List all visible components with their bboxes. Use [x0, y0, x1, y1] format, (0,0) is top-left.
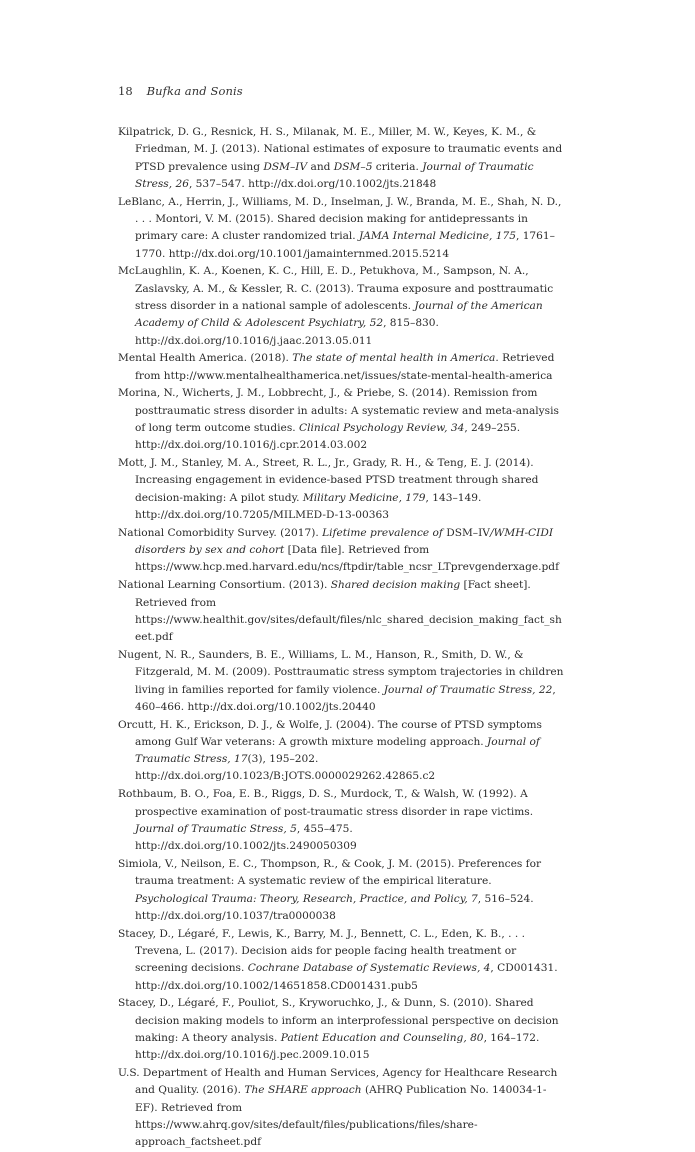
reference-italic-text: Journal of Traumatic Stress, 22: [383, 683, 553, 696]
page-number: 18: [118, 84, 133, 98]
reference-text: , 516–524. http://dx.doi.org/10.1037/tra0000038: [135, 892, 534, 922]
reference-text: Nugent, N. R., Saunders, B. E., Williams, L. M., Hanson, R., Smith, D. W., & Fitzgerald, M. M. (2009). Posttraumatic stress symptom trajectories in children living in families reported for family violence.: [118, 648, 564, 696]
reference-entry: [118, 263, 566, 349]
reference-italic-text: Military Medicine, 179: [302, 491, 426, 504]
reference-text: , 143–149. http://dx.doi.org/10.7205/MILMED-D-13-00363: [135, 491, 482, 522]
reference-text: , CD001431. http://dx.doi.org/10.1002/14651858.CD001431.pub5: [135, 962, 558, 992]
running-title: Bufka and Sonis: [146, 84, 243, 98]
reference-italic-text: JAMA Internal Medicine, 175: [359, 230, 516, 243]
reference-italic-text: Journal of the American Academy of Child & Adolescent Psychiatry, 52: [135, 299, 543, 330]
reference-text: . Retrieved from http://www.mentalhealthamerica.net/issues/state-mental-health-america: [135, 352, 555, 382]
reference-italic-text: Psychological Trauma: Theory, Research, Practice, and Policy, 7: [135, 892, 478, 905]
reference-text: Mott, J. M., Stanley, M. A., Street, R. L., Jr., Grady, R. H., & Teng, E. J. (2014). Increasing engagement in evidence-based PTSD treatment through shared decision-making: A pilot study.: [118, 457, 539, 504]
reference-italic-text: DSM–5: [333, 160, 373, 173]
reference-italic-text: Patient Education and Counseling, 80: [280, 1031, 484, 1044]
reference-italic-text: Journal of Traumatic Stress, 17: [135, 735, 540, 766]
reference-text: and: [307, 160, 334, 173]
reference-italic-text: The state of mental health in America: [292, 352, 496, 365]
reference-entry: [118, 350, 566, 385]
reference-text: [Fact sheet]. Retrieved from https://www.healthit.gov/sites/default/files/nlc_shared_decision_making_fact_sheet.pdf: [135, 579, 562, 644]
reference-italic-text: Shared decision making: [330, 579, 461, 592]
reference-list: [118, 124, 566, 1152]
reference-entry: [118, 647, 566, 716]
reference-text: , 455–475. http://dx.doi.org/10.1002/jts.2490050309: [135, 822, 357, 853]
reference-text: McLaughlin, K. A., Koenen, K. C., Hill, E. D., Petukhova, M., Sampson, N. A., Zaslavsky, A. M., & Kessler, R. C. (2013). Trauma exposure and posttraumatic stress disorder in a national sample of adolescents.: [118, 265, 554, 312]
reference-text: LeBlanc, A., Herrin, J., Williams, M. D., Inselman, J. W., Branda, M. E., Shah, N. D., . . . Montori, V. M. (2015). Shared decision making for antidepressants in primary care: A cluster randomized trial.: [118, 195, 562, 243]
reference-text: Orcutt, H. K., Erickson, D. J., & Wolfe, J. (2004). The course of PTSD symptoms among Gulf War veterans: A growth mixture modeling approach.: [118, 718, 542, 748]
reference-text: (AHRQ Publication No. 140034-1-EF). Retrieved from https://www.ahrq.gov/sites/default/files/publications/files/share-approach_factsheet.pdf: [135, 1084, 547, 1149]
reference-italic-text: The SHARE approach: [244, 1084, 362, 1097]
reference-text: Morina, N., Wicherts, J. M., Lobbrecht, J., & Priebe, S. (2014). Remission from posttraumatic stress disorder in adults: A systematic review and meta-analysis of long term outcome studies.: [118, 387, 559, 435]
reference-entry: [118, 124, 566, 193]
reference-text: Stacey, D., Légaré, F., Pouliot, S., Kryworuchko, J., & Dunn, S. (2010). Shared decision making models to inform an interprofessional perspective on decision making: A theory analysis.: [118, 997, 559, 1044]
reference-entry: [118, 786, 566, 855]
reference-text: National Comorbidity Survey. (2017).: [118, 526, 323, 539]
reference-italic-text: Lifetime prevalence of: [322, 526, 443, 539]
reference-entry: [118, 995, 566, 1064]
reference-text: , 815–830. http://dx.doi.org/10.1016/j.jaac.2013.05.011: [135, 317, 439, 347]
reference-entry: [118, 1065, 566, 1151]
reference-text: U.S. Department of Health and Human Services, Agency for Healthcare Research and Quality. (2016).: [118, 1067, 558, 1097]
reference-text: , 1761–1770. http://dx.doi.org/10.1001/jamainternmed.2015.5214: [135, 230, 555, 260]
reference-italic-text: /WMH-CIDI disorders by sex and cohort: [135, 526, 554, 557]
reference-entry: [118, 926, 566, 995]
reference-text: Kilpatrick, D. G., Resnick, H. S., Milanak, M. E., Miller, M. W., Keyes, K. M., & Friedman, M. J. (2013). National estimates of exposure to traumatic events and PTSD prevalence using: [118, 126, 563, 173]
reference-text: Rothbaum, B. O., Foa, E. B., Riggs, D. S., Murdock, T., & Walsh, W. (1992). A prospective examination of post-traumatic stress disorder in rape victims.: [118, 788, 534, 818]
reference-entry: [118, 856, 566, 925]
reference-text: , 249–255. http://dx.doi.org/10.1016/j.cpr.2014.03.002: [135, 422, 521, 452]
reference-text: , 460–466. http://dx.doi.org/10.1002/jts.20440: [135, 683, 556, 713]
reference-text: Stacey, D., Légaré, F., Lewis, K., Barry, M. J., Bennett, C. L., Eden, K. B., . . . Trevena, L. (2017). Decision aids for people facing health treatment or screening decisions.: [118, 927, 525, 975]
reference-entry: [118, 194, 566, 263]
reference-entry: [118, 525, 566, 577]
reference-text: Simiola, V., Neilson, E. C., Thompson, R., & Cook, J. M. (2015). Preferences for trauma treatment: A systematic review of the empirical literature.: [118, 857, 542, 888]
reference-italic-text: Clinical Psychology Review, 34: [299, 422, 465, 435]
reference-text: criteria.: [372, 160, 423, 173]
reference-text: DSM–IV: [442, 526, 490, 539]
page-header: [118, 84, 243, 98]
reference-entry: [118, 717, 566, 786]
reference-italic-text: DSM–IV: [263, 160, 308, 173]
reference-text: (3), 195–202. http://dx.doi.org/10.1023/B:JOTS.0000029262.42865.c2: [135, 753, 436, 783]
reference-entry: [118, 577, 566, 646]
reference-entry: [118, 455, 566, 524]
reference-text: [Data file]. Retrieved from https://www.hcp.med.harvard.edu/ncs/ftpdir/table_ncsr_LTprevgenderxage.pdf: [135, 544, 560, 574]
reference-text: , 537–547. http://dx.doi.org/10.1002/jts.21848: [188, 177, 437, 190]
reference-text: , 164–172. http://dx.doi.org/10.1016/j.pec.2009.10.015: [135, 1031, 540, 1062]
reference-text: Mental Health America. (2018).: [118, 352, 293, 365]
reference-entry: [118, 385, 566, 454]
reference-italic-text: Journal of Traumatic Stress, 26: [135, 160, 534, 190]
reference-text: National Learning Consortium. (2013).: [118, 579, 331, 592]
reference-italic-text: Cochrane Database of Systematic Reviews, 4: [247, 962, 491, 975]
reference-italic-text: Journal of Traumatic Stress, 5: [135, 822, 297, 835]
